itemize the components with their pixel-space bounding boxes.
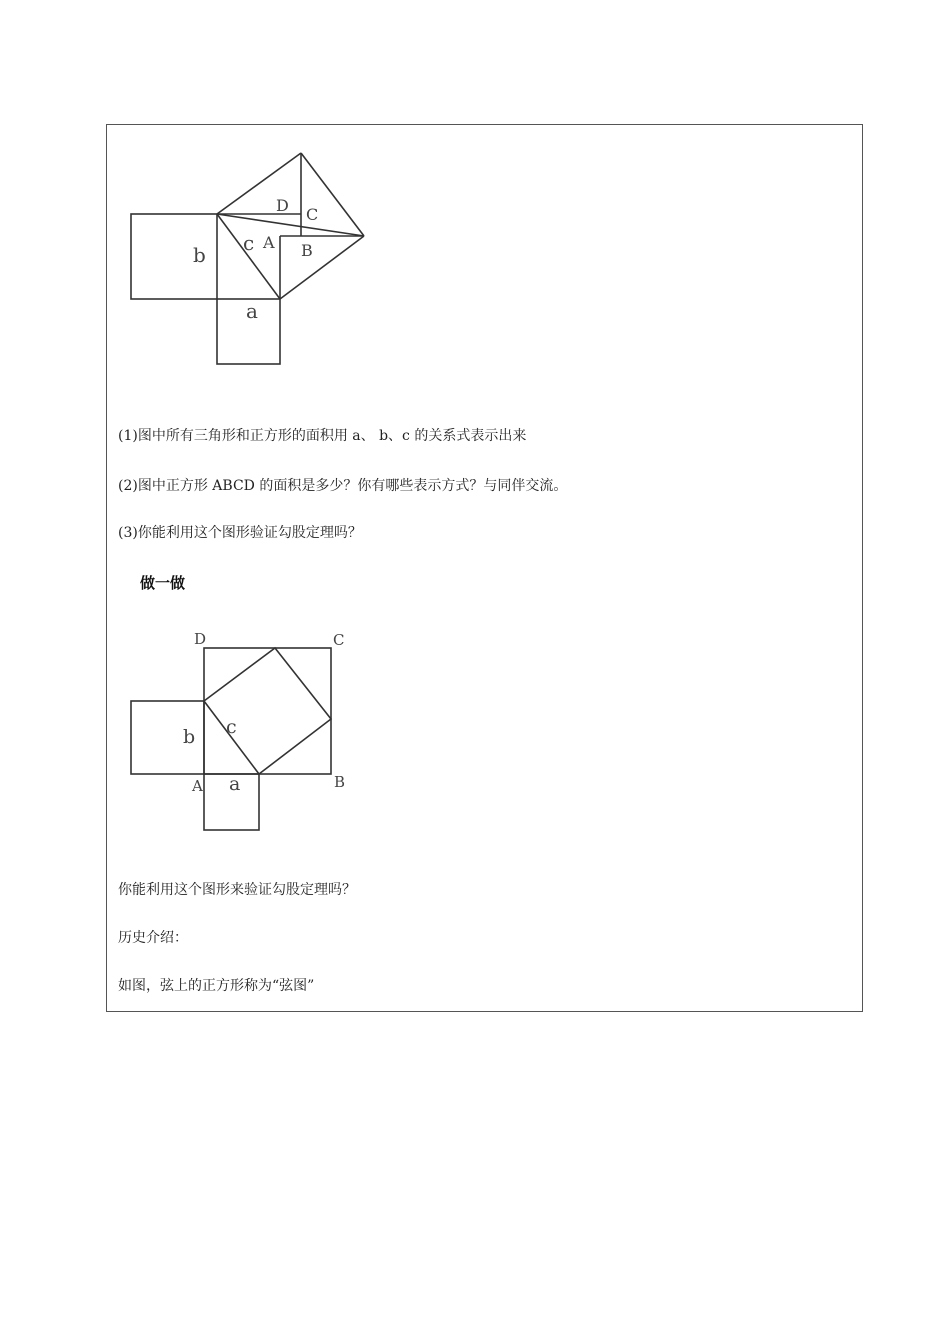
paragraph-verify: 你能利用这个图形来验证勾股定理吗？ xyxy=(118,882,356,898)
label-c: c xyxy=(243,231,255,255)
label-b: b xyxy=(193,243,206,267)
label-a: a xyxy=(229,773,241,795)
question-1: (1)图中所有三角形和正方形的面积用 a、 b、c 的关系式表示出来 xyxy=(118,428,527,444)
label-C: C xyxy=(306,205,319,224)
label-D: D xyxy=(276,196,289,215)
hypotenuse-c xyxy=(217,214,280,299)
label-A: A xyxy=(192,777,203,795)
label-A: A xyxy=(263,233,275,252)
question-2: (2)图中正方形 ABCD 的面积是多少？你有哪些表示方式？与同伴交流。 xyxy=(118,478,568,494)
paragraph-history: 历史介绍： xyxy=(118,930,188,946)
label-D: D xyxy=(194,630,207,648)
label-c: c xyxy=(226,716,237,738)
inner-square-c xyxy=(204,648,331,774)
label-C: C xyxy=(333,631,345,649)
question-3: (3)你能利用这个图形验证勾股定理吗？ xyxy=(118,525,362,541)
pythagoras-figure-2 xyxy=(0,600,950,850)
outer-square-ABCD xyxy=(204,648,331,774)
label-B: B xyxy=(301,241,313,260)
paragraph-xiantu: 如图，弦上的正方形称为“弦图” xyxy=(118,978,315,994)
section-title: 做一做 xyxy=(140,574,186,592)
label-a: a xyxy=(246,299,258,323)
diagonal-1 xyxy=(217,214,364,236)
label-B: B xyxy=(334,773,346,791)
label-b: b xyxy=(183,726,196,748)
square-c-edge-3 xyxy=(280,236,364,299)
pythagoras-figure-1 xyxy=(0,0,950,400)
